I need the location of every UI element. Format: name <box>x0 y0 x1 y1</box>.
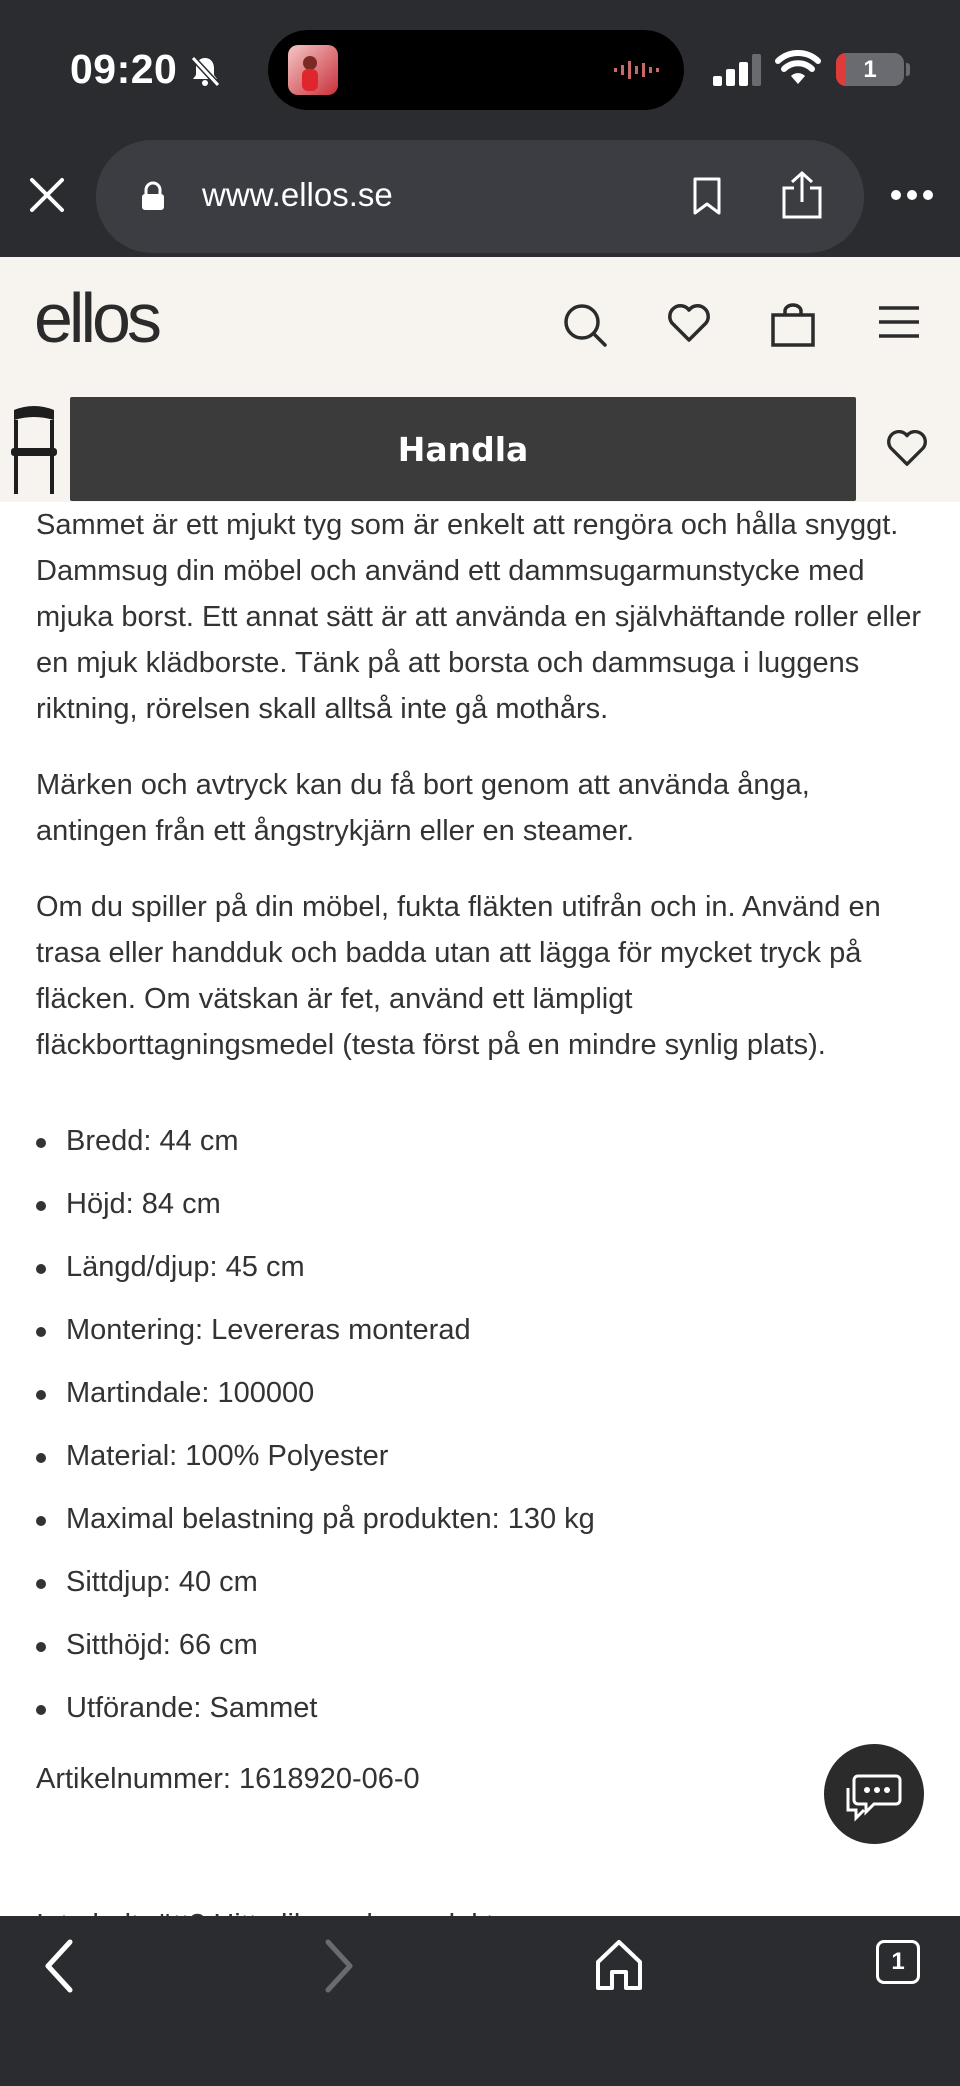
cellular-signal-icon <box>713 54 763 86</box>
spec-item: Bredd: 44 cm <box>36 1118 926 1181</box>
silent-bell-icon <box>188 54 222 88</box>
spec-item: Längd/djup: 45 cm <box>36 1244 926 1307</box>
favorite-heart-icon[interactable] <box>886 428 928 468</box>
share-icon[interactable] <box>780 170 824 220</box>
spec-list <box>36 1118 926 1748</box>
forward-arrow-icon[interactable] <box>318 1938 358 1994</box>
url-text[interactable]: www.ellos.se <box>202 176 393 213</box>
product-description <box>36 502 926 1832</box>
menu-icon[interactable] <box>878 302 920 342</box>
search-icon[interactable] <box>562 302 608 348</box>
battery-indicator <box>836 53 904 86</box>
status-time: 09:20 <box>70 46 178 92</box>
battery-level-text: 1 <box>863 56 877 83</box>
audio-waveform-icon <box>612 58 662 82</box>
spec-item: Höjd: 84 cm <box>36 1181 926 1244</box>
spec-item: Sitthöjd: 66 cm <box>36 1622 926 1685</box>
chat-bubbles-icon <box>824 1744 924 1844</box>
article-number: Artikelnummer: 1618920-06-0 <box>36 1763 420 1795</box>
more-options-icon[interactable] <box>890 188 934 202</box>
bookmark-icon[interactable] <box>690 176 724 216</box>
now-playing-thumbnail <box>288 45 338 95</box>
spec-item: Martindale: 100000 <box>36 1370 926 1433</box>
care-paragraph-2: Märken och avtryck kan du få bort genom att använda ånga, antingen från ett ångstrykjärn eller en steamer. <box>36 769 810 847</box>
product-thumbnail[interactable] <box>8 404 60 496</box>
partially-visible-link[interactable] <box>36 1902 520 1916</box>
shopping-bag-icon[interactable] <box>770 302 816 348</box>
spec-item: Maximal belastning på produkten: 130 kg <box>36 1496 926 1559</box>
ellos-logo[interactable]: ellos <box>34 279 158 357</box>
home-icon[interactable] <box>594 1938 644 1992</box>
wishlist-heart-icon[interactable] <box>667 302 711 344</box>
spec-item: Sittdjup: 40 cm <box>36 1559 926 1622</box>
tabs-button[interactable]: 1 <box>876 1940 920 1984</box>
spec-item: Utförande: Sammet <box>36 1685 926 1748</box>
browser-toolbar <box>0 1916 960 2086</box>
back-arrow-icon[interactable] <box>40 1938 80 1994</box>
chat-button[interactable] <box>822 1742 926 1846</box>
care-paragraph-1: Sammet är ett mjukt tyg som är enkelt att rengöra och hålla snyggt. Dammsug din möbel och använd ett dammsugarmunstycke med mjuka borst. Ett annat sätt är att använda en självhäftande roller eller en mjuk klädborste. Tänk på att borsta och dammsuga i luggens riktning, rörelsen skall alltså inte gå mothårs. <box>36 509 921 725</box>
care-paragraph-3: Om du spiller på din möbel, fukta fläkten utifrån och in. Använd en trasa eller handduk och badda utan att lägga för mycket tryck på fläcken. Om vätskan är fet, använd ett lämpligt fläckborttagningsmedel (testa först på en mindre synlig plats). <box>36 891 881 1061</box>
wifi-icon <box>775 50 821 86</box>
dynamic-island <box>268 30 684 110</box>
spec-item: Material: 100% Polyester <box>36 1433 926 1496</box>
buy-button[interactable]: Handla <box>70 397 856 501</box>
close-icon[interactable] <box>22 170 72 220</box>
spec-item: Montering: Levereras monterad <box>36 1307 926 1370</box>
battery-cap <box>906 63 910 76</box>
lock-icon <box>140 181 166 211</box>
